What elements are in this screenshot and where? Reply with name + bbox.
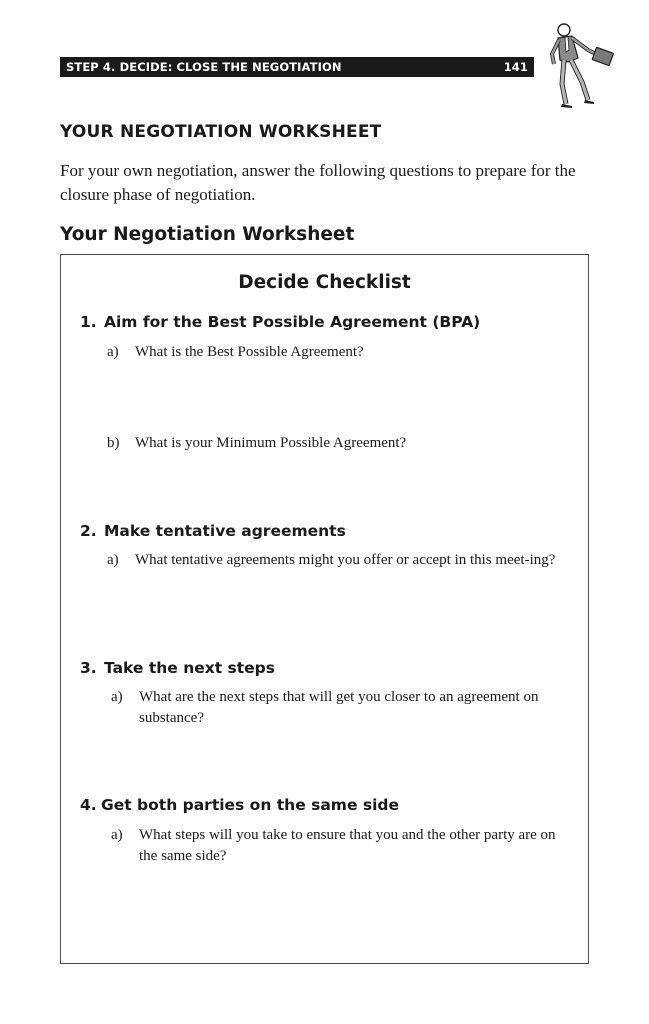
question (107, 550, 572, 571)
question-letter: a) (107, 552, 119, 568)
running-header (60, 57, 534, 77)
question (107, 433, 572, 454)
checklist-item-heading (80, 796, 399, 814)
question-letter: a) (111, 689, 123, 705)
item-number: 2. (80, 522, 97, 540)
checklist-title: Decide Checklist (238, 272, 411, 293)
checklist-item-heading (80, 313, 480, 331)
section-title: YOUR NEGOTIATION WORKSHEET (60, 122, 382, 142)
item-heading-text: Take the next steps (104, 659, 276, 677)
intro-paragraph: For your own negotiation, answer the following questions to prepare for the closure phase of negotiation. (60, 161, 576, 204)
checklist-item-heading (80, 522, 346, 540)
businessman-illustration (538, 14, 620, 110)
item-number: 1. (80, 313, 97, 331)
item-heading-text: Get both parties on the same side (101, 796, 400, 814)
question-letter: a) (111, 827, 123, 843)
question-letter: b) (107, 435, 120, 451)
page-number: 141 (503, 60, 528, 74)
question-text: What tentative agreements might you offer or accept in this meet-ing? (135, 552, 556, 568)
item-heading-text: Aim for the Best Possible Agreement (BPA) (104, 313, 481, 331)
question (111, 687, 576, 729)
item-number: 4. (80, 796, 97, 814)
question-text: What is your Minimum Possible Agreement? (135, 435, 407, 451)
question-text: What steps will you take to ensure that you and the other party are on the same side? (139, 827, 556, 864)
worksheet-title: Your Negotiation Worksheet (60, 224, 355, 245)
question-letter: a) (107, 344, 119, 360)
item-heading-text: Make tentative agreements (104, 522, 346, 540)
question-text: What is the Best Possible Agreement? (135, 344, 364, 360)
running-title: STEP 4. DECIDE: CLOSE THE NEGOTIATION (66, 60, 342, 74)
item-number: 3. (80, 659, 97, 677)
question-text: What are the next steps that will get you closer to an agreement on substance? (139, 689, 539, 726)
question (107, 342, 572, 363)
question (111, 825, 576, 867)
checklist-item-heading (80, 659, 275, 677)
